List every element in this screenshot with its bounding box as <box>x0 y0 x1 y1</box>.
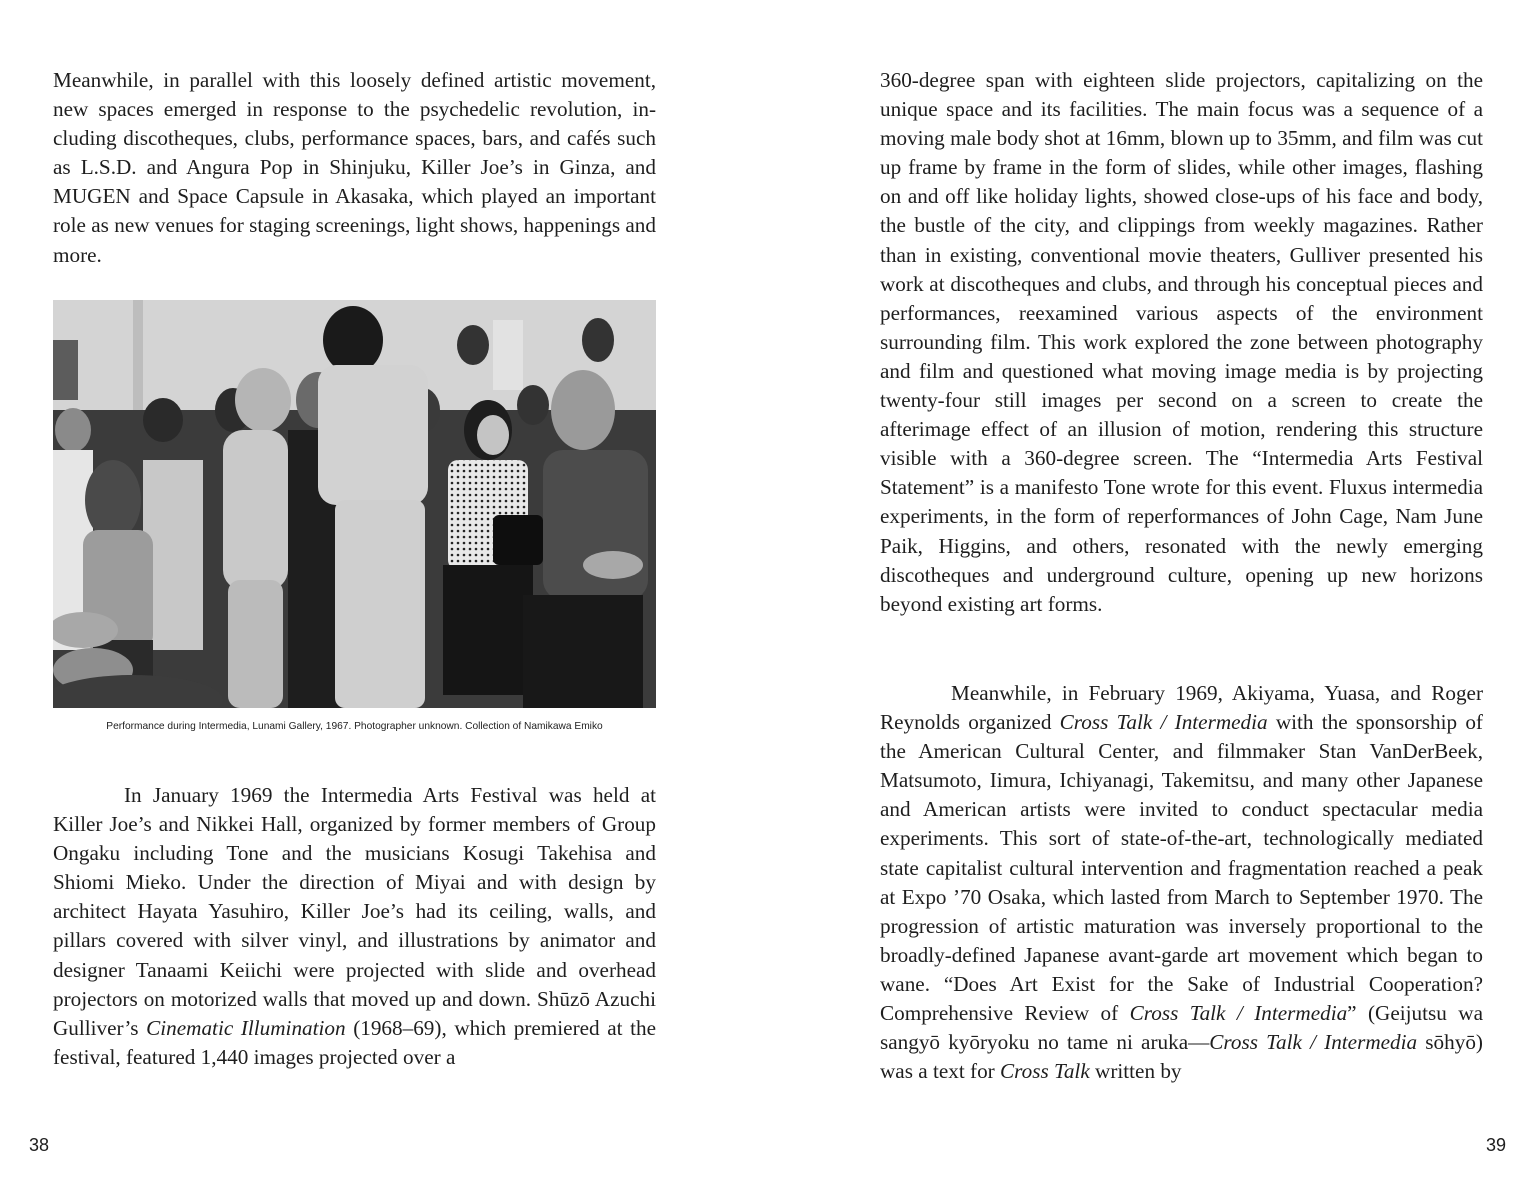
artwork-title: Cinematic Illumination <box>146 1015 346 1040</box>
text-run: ” (Geijutsu wa sangyō kyōryoku no tame ni aruka— <box>880 1001 1483 1055</box>
page-number: 38 <box>29 1135 50 1155</box>
text-run: (1968–69), which premiered at the festival, featured 1,440 images projected over a <box>53 1015 656 1069</box>
text-run: Meanwhile, in February 1969, Akiyama, Yuasa, and Roger Reynolds organized <box>880 681 1483 735</box>
event-title: Cross Talk / Intermedia <box>1059 710 1268 735</box>
text-run: written by <box>1089 1059 1182 1084</box>
text-run: sōhyō) was a text for <box>880 1030 1483 1084</box>
right-page <box>768 0 1536 1181</box>
body-paragraph <box>880 679 1483 1086</box>
performance-photograph <box>53 300 656 708</box>
left-page-text-top <box>53 66 656 270</box>
right-page-text-top <box>880 66 1483 619</box>
body-paragraph: 360-degree span with eighteen slide projectors, capitalizing on the unique space and its facilities. The main focus was a sequence of a moving male body shot at 16mm, blown up to 35mm, and film was cut up frame by frame in the form of slides, while other images, flashing on and off like holiday lights, showed close-ups of his face and body, the bustle of the city, and clippings from weekly magazines. Rather than in existing, conventional movie theaters, Gulliver presented his work at discotheques and clubs, and through his conceptual pieces and performances, reexamined various aspects of the environment surrounding film. This work explored the zone between photography and film and questioned what moving image media is by projecting twenty-four still images per second on a screen to create the afterimage effect of an illusion of motion, rendering this structure visible with a 360-degree screen. The “Intermedia Arts Festival Statement” is a manifesto Tone wrote for this event. Fluxus intermedia experiments, in the form of reperformances of John Cage, Nam June Paik, Higgins, and others, resonated with the newly emerging discotheques and underground culture, opening up new horizons beyond existing art forms. <box>880 68 1483 616</box>
page-number: 39 <box>1485 1135 1506 1155</box>
event-title: Cross Talk <box>1000 1059 1090 1084</box>
left-page-text-bottom <box>53 781 656 1072</box>
text-run: with the sponsorship of the American Cultural Center, and filmmaker Stan VanDerBeek, Matsumoto, Iimura, Ichiyanagi, Takemitsu, and many other Japanese and American artists were invited to conduct spectacular media experiments. This sort of state-of-the-art, technologically mediated state capitalist cultural intervention and fragmentation reached a peak at Expo ’70 Osaka, which lasted from March to September 1970. The progression of artistic maturation was inversely proportional to the broadly-defined Japanese avant-garde art movement which began to wane. “Does Art Exist for the Sake of Industrial Cooperation? Comprehensive Review of <box>880 710 1483 1026</box>
body-paragraph <box>53 781 656 1072</box>
figure-caption: Performance during Intermedia, Lunami Gallery, 1967. Photographer unknown. Collection of Namikawa Emiko <box>106 721 603 732</box>
text-run: In January 1969 the Intermedia Arts Festival was held at Killer Joe’s and Nikkei Hall, organized by former members of Group Ongaku including Tone and the musicians Kosugi Takehisa and Shiomi Mieko. Under the direction of Miyai and with design by architect Hayata Yasuhiro, Killer Joe’s had its ceiling, walls, and pillars covered with silver vinyl, and illustrations by animator and designer Tanaami Keiichi were projected with slide and overhead projectors on motorized walls that moved up and down. Shūzō Azuchi Gulliver’s <box>53 783 656 1040</box>
event-title: Cross Talk / Intermedia <box>1209 1030 1418 1055</box>
event-title: Cross Talk / Intermedia <box>1129 1001 1348 1026</box>
right-page-text-bottom <box>880 679 1483 1086</box>
body-paragraph: Meanwhile, in parallel with this loosely defined artistic movement, new spaces emerged in response to the psychedelic revolution, including discotheques, clubs, performance spaces, bars, and cafés such as L.S.D. and Angura Pop in Shinjuku, Killer Joe’s in Ginza, and MUGEN and Space Capsule in Akasaka, which played an important role as new venues for staging screenings, light shows, happenings and more. <box>53 68 656 267</box>
